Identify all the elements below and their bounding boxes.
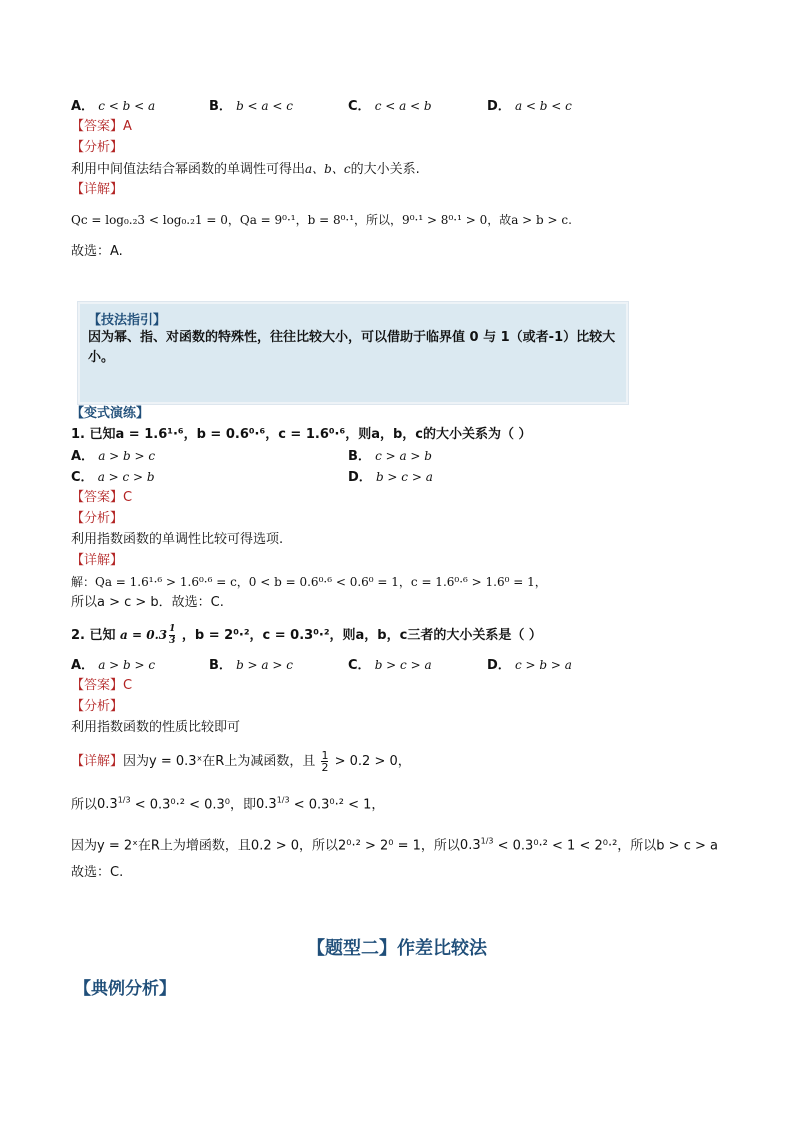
q0-analysis-label: 【分析】 — [71, 140, 124, 155]
option-letter: D． — [487, 658, 511, 673]
option-letter: D． — [487, 99, 511, 114]
option-letter: C． — [348, 658, 371, 673]
q1-analysis-label: 【分析】 — [71, 511, 124, 526]
q1-option-d — [348, 468, 433, 487]
option-expr: b > c > a — [374, 658, 432, 672]
answer-value: C — [123, 490, 133, 505]
option-expr: a > c > b — [97, 470, 155, 484]
q1-stem: 1. 已知a = 1.6¹·⁶，b = 0.6⁰·⁶，c = 1.6⁰·⁶，则a，b，c的大小关系为（ ） — [71, 427, 532, 442]
option-letter: B． — [209, 658, 232, 673]
detail3-prefix: 因为y = 2ˣ在R上为增函数，且0.2 > 0，所以2⁰·² > 2⁰ = 1，所以 — [71, 838, 460, 854]
answer-label: 【答案】 — [71, 490, 124, 505]
option-expr: a > b > c — [98, 449, 156, 463]
q2-analysis-label: 【分析】 — [71, 699, 124, 714]
detail2-end: < 0.3⁰·² < 1， — [293, 797, 385, 813]
detail1-end: > 0.2 > 0， — [334, 754, 411, 769]
q0-detail-label: 【详解】 — [71, 182, 124, 197]
answer-label: 【答案】 — [71, 678, 124, 693]
detail-label: 【详解】 — [71, 754, 124, 769]
option-expr: a > b > c — [98, 658, 156, 672]
q2-detail-line3 — [71, 833, 718, 855]
option-expr: c < a < b — [374, 99, 432, 113]
power-third: $0.3^{1/3}$ — [459, 837, 494, 854]
q1-analysis: 利用指数函数的单调性比较可得选项. — [71, 532, 284, 547]
q0-option-a — [71, 97, 155, 116]
option-expr: b < a < c — [236, 99, 293, 113]
option-expr: a < b < c — [514, 99, 572, 113]
option-letter: A． — [71, 449, 95, 464]
detail2-prefix: 所以 — [71, 797, 98, 813]
section-title: 【题型二】作差比较法 — [307, 938, 487, 959]
q1-detail-label: 【详解】 — [71, 553, 124, 568]
q1-option-a — [71, 447, 155, 466]
detail2-mid: < 0.3⁰·² < 0.3⁰，即 — [134, 797, 257, 813]
answer-value: C — [123, 678, 133, 693]
q2-answer — [71, 677, 132, 695]
example-title: 【典例分析】 — [74, 979, 176, 999]
answer-value: A — [123, 119, 132, 134]
q2-stem — [71, 624, 542, 647]
option-letter: C． — [348, 99, 371, 114]
option-expr: b > a > c — [236, 658, 293, 672]
option-letter: B． — [209, 99, 232, 114]
q1-conclusion: 所以a > c > b．故选：C. — [71, 595, 224, 610]
option-letter: D． — [348, 470, 372, 485]
detail3-end: < 0.3⁰·² < 1 < 2⁰·²，所以b > c > a — [497, 838, 718, 854]
option-expr: c < b < a — [98, 99, 156, 113]
option-letter: C． — [71, 470, 94, 485]
option-letter: A． — [71, 658, 95, 673]
q2-option-d — [487, 656, 572, 675]
q2-analysis: 利用指数函数的性质比较即可 — [71, 720, 241, 735]
q0-analysis — [71, 160, 420, 179]
q0-choose — [71, 243, 123, 261]
analysis-text: 利用中间值法结合幂函数的单调性可得出 — [71, 162, 306, 177]
fraction-one-half: $\frac{1}{2}$ — [321, 749, 329, 774]
q2-option-c — [348, 656, 432, 675]
tip-box — [78, 302, 628, 404]
stem-suffix: ，b = 2⁰·²，c = 0.3⁰·²，则a，b，c三者的大小关系是（ ） — [181, 628, 542, 643]
q1-answer — [71, 489, 132, 507]
q2-detail-line2 — [71, 792, 384, 814]
q2-option-b — [209, 656, 293, 675]
power-third: $0.3^{1/3}$ — [256, 796, 290, 813]
q0-option-c — [348, 97, 432, 116]
q1-option-c — [71, 468, 155, 487]
answer-label: 【答案】 — [71, 119, 124, 134]
option-letter: A． — [71, 99, 95, 114]
tip-title: 【技法指引】 — [88, 313, 167, 328]
q0-detail: Qc = log₀.₂3 < log₀.₂1 = 0，Qa = 9⁰·¹，b = 8⁰·¹，所以，9⁰·¹ > 8⁰·¹ > 0，故a > b > c. — [71, 213, 572, 227]
q2-choose: 故选：C. — [71, 865, 124, 880]
q0-option-b — [209, 97, 293, 116]
detail1-text: 因为y = 0.3ˣ在R上为减函数，且 — [123, 754, 316, 769]
stem-prefix: 2. 已知 — [71, 628, 116, 643]
variants-title: 【变式演练】 — [71, 406, 150, 421]
power-third: $0.3^{1/3}$ — [97, 796, 131, 813]
q2-option-a — [71, 656, 155, 675]
q2-detail-line1 — [71, 750, 411, 773]
q0-option-d — [487, 97, 572, 116]
q0-answer — [71, 118, 132, 136]
choose-text: 故选：A. — [71, 244, 123, 259]
a-equals-fraction-power: a = 0.3 $\frac{1}{3}$ — [120, 624, 176, 646]
q1-option-b — [348, 447, 432, 466]
q1-detail: 解：Qa = 1.6¹·⁶ > 1.6⁰·⁶ = c，0 < b = 0.6⁰·⁶ < 0.6⁰ = 1，c = 1.6⁰·⁶ > 1.6⁰ = 1， — [71, 575, 547, 589]
option-expr: c > a > b — [375, 449, 432, 463]
option-letter: B． — [348, 449, 371, 464]
option-expr: b > c > a — [375, 470, 433, 484]
tip-text: 因为幂、指、对函数的特殊性，往往比较大小，可以借助于临界值 0 与 1（或者-1）比较大小。 — [88, 330, 616, 365]
analysis-end: 的大小关系. — [350, 162, 420, 177]
option-expr: c > b > a — [514, 658, 572, 672]
analysis-vars: a、b、c — [305, 162, 351, 176]
